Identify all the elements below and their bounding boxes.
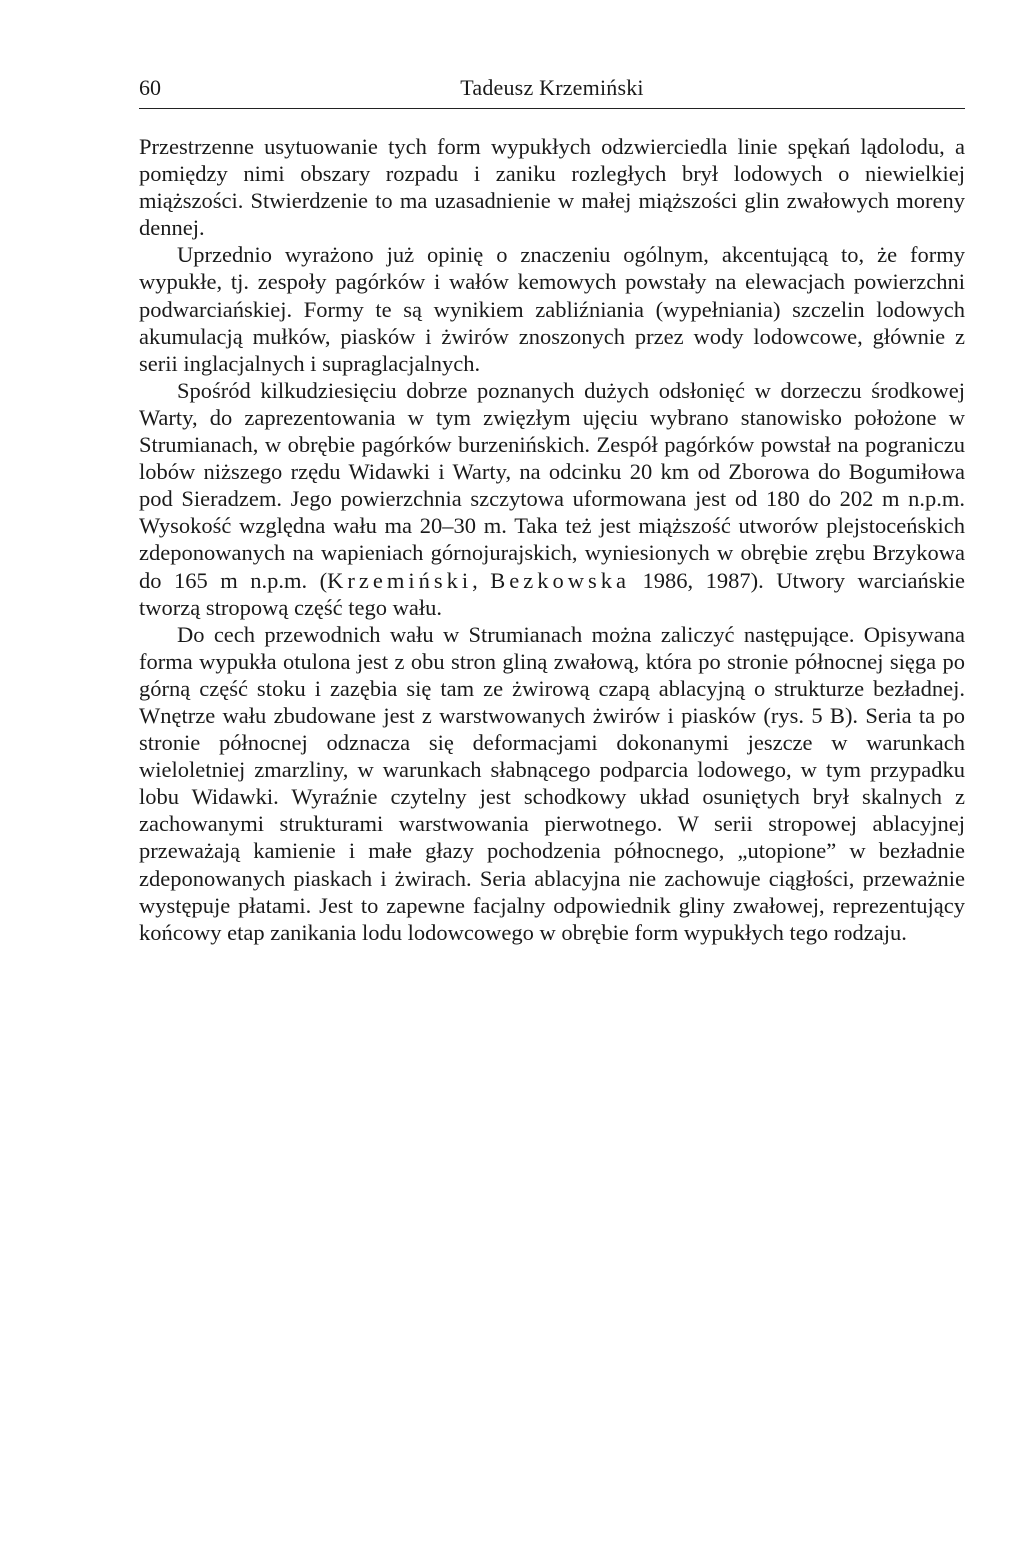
citation-author-bezkowska: Bezkowska: [490, 567, 631, 593]
citation-separator: ,: [472, 567, 491, 593]
paragraph-3: [139, 377, 965, 621]
document-page: [139, 68, 965, 946]
paragraph-1: Przestrzenne usytuowanie tych form wypukłych odzwierciedla linie spękań lądolodu, a pomiędzy nimi obszary rozpadu i zaniku rozległych brył lodowych o niewielkiej miąższości. Stwierdzenie to ma uzasadnienie w małej miąższości glin zwałowych moreny dennej.: [139, 134, 965, 241]
body-text: [139, 133, 965, 946]
header-rule: [139, 108, 965, 109]
running-head-author: Tadeusz Krzemiński: [460, 75, 644, 100]
paragraph-3-text-before: Spośród kilkudziesięciu dobrze poznanych dużych odsłonięć w dorzeczu środkowej Warty, do zaprezentowania w tym zwięzłym ujęciu wybrano stanowisko położone w Strumianach, w obrębie pagórków burzenińskich. Zespół pagórków powstał na pograniczu lobów niższego rzędu Widawki i Warty, na odcinku 20 km od Zborowa do Bogumiłowa pod Sieradzem. Jego powierzchnia szczytowa uformowana jest od 180 do 202 m n.p.m. Wysokość względna wału ma 20–30 m. Taka też jest miąższość utworów plejstoceńskich zdeponowanych na wapieniach górnojurajskich, wyniesionych w obrębie zrębu Brzykowa do 165 m n.p.m. (: [139, 377, 965, 593]
paragraph-3-text-after: 1986, 1987). Utwory warciańskie tworzą stropową część tego wału.: [139, 567, 966, 620]
running-header: [139, 68, 965, 108]
paragraph-4: Do cech przewodnich wału w Strumianach można zaliczyć następujące. Opisywana forma wypukła otulona jest z obu stron gliną zwałową, która po stronie północnej sięga po górną część stoku i zazębia się tam ze żwirową czapą ablacyjną o strukturze bezładnej. Wnętrze wału zbudowane jest z warstwowanych żwirów i piasków (rys. 5 B). Seria ta po stronie północnej odznacza się deformacjami dokonanymi jeszcze w warunkach wieloletniej zmarzliny, w warunkach słabnącego podparcia lodowego, w tym przypadku lobu Widawki. Wyraźnie czytelny jest schodkowy układ osuniętych brył skalnych z zachowanymi strukturami warstwowania pierwotnego. W serii stropowej ablacyjnej przeważają kamienie i małe głazy pochodzenia północnego, „utopione” w bezładnie zdeponowanych piaskach i żwirach. Seria ablacyjna nie zachowuje ciągłości, przeważnie występuje płatami. Jest to zapewne facjalny odpowiednik gliny zwałowej, reprezentujący końcowy etap zanikania lodu lodowcowego w obrębie form wypukłych tego rodzaju.: [139, 621, 965, 945]
page-number: 60: [139, 75, 161, 100]
citation-author-krzeminski: Krzemiński: [327, 567, 473, 593]
paragraph-2: Uprzednio wyrażono już opinię o znaczeniu ogólnym, akcentującą to, że formy wypukłe, tj. zespoły pagórków i wałów kemowych powstały na elewacjach powierzchni podwarciańskiej. Formy te są wynikiem zabliźniania (wypełniania) szczelin lodowych akumulacją mułków, piasków i żwirów znoszonych przez wody lodowcowe, głównie z serii inglacjalnych i supraglacjalnych.: [139, 242, 965, 376]
